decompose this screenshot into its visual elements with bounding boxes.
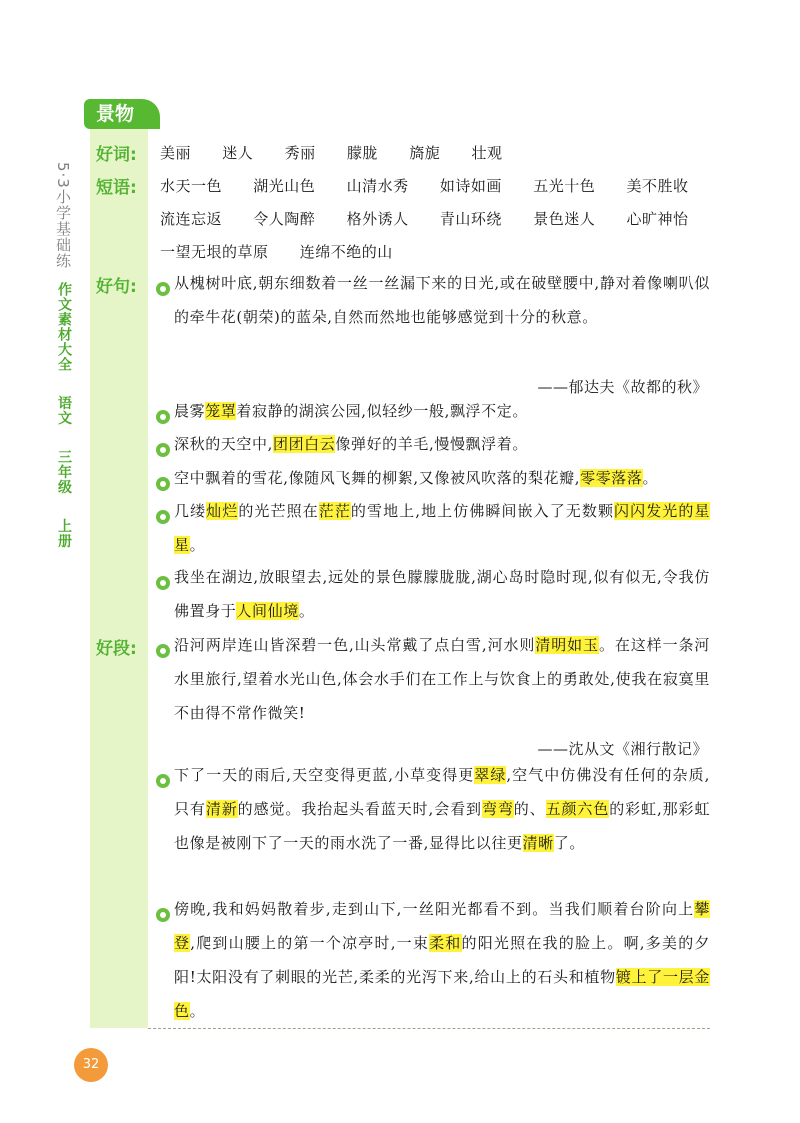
page-number: 32 — [74, 1048, 108, 1082]
phrase: 一望无垠的草原 — [160, 243, 269, 261]
highlight: 柔和 — [429, 934, 462, 952]
sentence-3 — [174, 427, 710, 461]
bullet-icon — [156, 908, 170, 922]
text-part: 的雪地上,地上仿佛瞬间嵌入了无数颗 — [350, 502, 615, 520]
highlight: 闪闪发光的星星 — [174, 502, 711, 554]
text-part: 深秋的天空中, — [174, 435, 273, 453]
highlight: 清晰 — [522, 834, 554, 852]
sentence-2 — [174, 394, 710, 428]
paragraph-1 — [174, 628, 710, 730]
label-good-words: 好词: — [96, 145, 137, 165]
highlight: 零零落落 — [580, 469, 643, 487]
bullet-icon — [156, 774, 170, 788]
bullet-icon — [156, 576, 170, 590]
side-book-name: 作文素材大全 — [56, 282, 72, 372]
text-part: 的彩虹,那彩虹也像是被刚下了一天的雨水洗了一番,显得比以往更 — [174, 800, 711, 852]
label-good-sentences: 好句: — [96, 277, 137, 297]
side-term: 上册 — [56, 518, 72, 549]
text-part: 。在这样一条河水里旅行,望着水光山色,体会水手们在工作上与饮食上的勇敢处,使我在寂寞里不由得不常作微笑! — [174, 636, 710, 722]
phrase: 格外诱人 — [346, 210, 409, 228]
highlight: 茫茫 — [318, 502, 351, 520]
text-part: 着寂静的湖滨公园,似轻纱一般,飘浮不定。 — [236, 402, 528, 420]
phrase: 山清水秀 — [346, 177, 409, 195]
text-part: 晨雾 — [174, 402, 206, 420]
sentence-6 — [174, 560, 710, 628]
side-subject: 语文 — [56, 395, 72, 426]
paragraph-2 — [174, 758, 710, 860]
text-part: 下了一天的雨后,天空变得更蓝,小草变得更 — [174, 766, 475, 784]
bullet-icon — [156, 282, 170, 296]
word: 迷人 — [222, 144, 254, 162]
text-part: 空中飘着的雪花,像随风飞舞的柳絮,又像被风吹落的梨花瓣, — [174, 469, 581, 487]
bullet-icon — [156, 644, 170, 658]
text-part: 几缕 — [174, 502, 207, 520]
text-part: 像弹好的羊毛,慢慢飘浮着。 — [335, 435, 528, 453]
phrase: 景色迷人 — [533, 210, 596, 228]
highlight: 镀上了一层金色 — [174, 968, 710, 1020]
word: 旖旎 — [409, 144, 441, 162]
text-part: 。 — [189, 1002, 206, 1020]
text-part: 的光芒照在 — [238, 502, 319, 520]
highlight: 清新 — [205, 800, 238, 818]
label-good-paragraphs: 好段: — [96, 639, 137, 659]
bottom-dashed-divider — [148, 1028, 710, 1029]
phrase: 令人陶醉 — [253, 210, 316, 228]
highlight: 弯弯 — [481, 800, 514, 818]
highlight: 翠绿 — [474, 766, 507, 784]
phrases-row-1 — [160, 175, 715, 196]
side-series-title: 5·3小学基础练 — [54, 162, 72, 269]
text-part: 的感觉。我抬起头看蓝天时,会看到 — [237, 800, 482, 818]
phrase: 连绵不绝的山 — [299, 243, 393, 261]
highlight: 人间仙境 — [236, 602, 299, 620]
phrase: 心旷神怡 — [626, 210, 689, 228]
sentence-1: 从槐树叶底,朝东细数着一丝一丝漏下来的日光,或在破壁腰中,静对着像喇叭似的牵牛花(朝荣)的蓝朵,自然而然地也能够感觉到十分的秋意。 — [174, 274, 710, 326]
phrase: 如诗如画 — [439, 177, 502, 195]
text-part: 傍晚,我和妈妈散着步,走到山下,一丝阳光都看不到。当我们顺着台阶向上 — [174, 900, 695, 918]
highlight: 清明如玉 — [535, 636, 599, 654]
left-green-panel — [90, 128, 148, 1028]
phrase: 湖光山色 — [253, 177, 316, 195]
highlight: 灿烂 — [206, 502, 239, 520]
phrase: 水天一色 — [160, 177, 223, 195]
word: 美丽 — [160, 144, 192, 162]
text-part: 。 — [298, 602, 315, 620]
text-part: 我坐在湖边,放眼望去,远处的景色朦朦胧胧,湖心岛时隐时现,似有似无,令我仿佛置身于 — [174, 568, 710, 620]
phrase: 五光十色 — [533, 177, 596, 195]
bullet-icon — [156, 510, 170, 524]
bullet-icon — [156, 477, 170, 491]
highlight: 团团白云 — [272, 435, 336, 453]
text-part: 。 — [189, 536, 206, 554]
text-part: 。 — [642, 469, 659, 487]
sentence-1-source: ——郁达夫《故都的秋》 — [537, 378, 708, 396]
bullet-icon — [156, 410, 170, 424]
highlight: 攀登 — [174, 900, 710, 952]
highlight: 笼罩 — [205, 402, 237, 420]
phrase: 美不胜收 — [626, 177, 689, 195]
side-book-info — [40, 282, 74, 549]
phrases-row-3 — [160, 241, 419, 262]
text-part: 的、 — [513, 800, 546, 818]
paragraph-3 — [174, 892, 710, 1028]
phrase: 流连忘返 — [160, 210, 223, 228]
word: 朦胧 — [346, 144, 378, 162]
sentence-4 — [174, 461, 710, 495]
bullet-icon — [156, 443, 170, 457]
good-words-row — [160, 142, 529, 163]
text-part: ,空气中仿佛没有任何的杂质,只有 — [174, 766, 710, 818]
label-phrases: 短语: — [96, 178, 137, 198]
word: 壮观 — [471, 144, 503, 162]
phrases-row-2 — [160, 208, 715, 229]
text-part: ,爬到山腰上的第一个凉亭时,一束 — [190, 934, 430, 952]
word: 秀丽 — [284, 144, 316, 162]
paragraph-1-source: ——沈从文《湘行散记》 — [537, 740, 708, 758]
side-grade: 三年级 — [56, 449, 72, 495]
phrase: 青山环绕 — [439, 210, 502, 228]
sentence-5 — [174, 494, 710, 562]
highlight: 五颜六色 — [545, 800, 610, 818]
text-part: 沿河两岸连山皆深碧一色,山头常戴了点白雪,河水则 — [174, 636, 536, 654]
section-title: 景物 — [84, 99, 160, 129]
text-part: 了。 — [553, 834, 585, 852]
text-part: 的阳光照在我的脸上。啊,多美的夕阳!太阳没有了刺眼的光芒,柔柔的光泻下来,给山上的石头和植物 — [174, 934, 711, 986]
